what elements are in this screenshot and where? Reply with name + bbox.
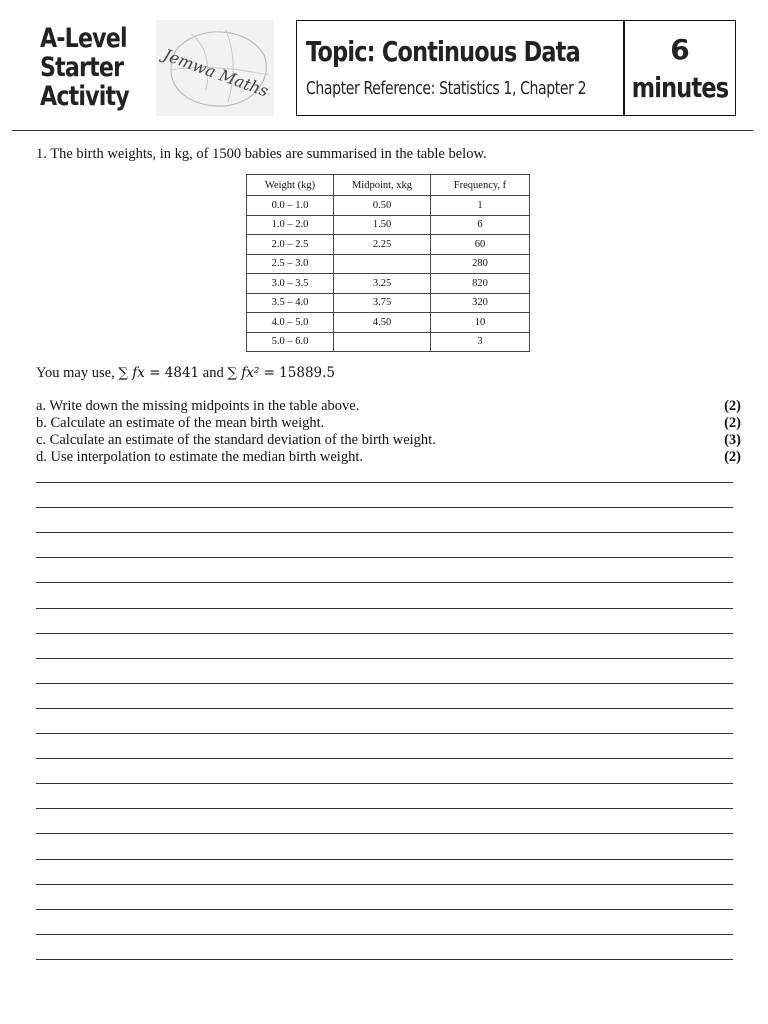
table-row <box>247 332 530 352</box>
answer-line <box>36 633 733 634</box>
frequency-cell: 60 <box>431 235 530 255</box>
topic-header-box <box>296 20 736 116</box>
answer-line <box>36 859 733 860</box>
midpoint-cell: 2.25 <box>334 235 431 255</box>
frequency-cell: 280 <box>431 254 530 274</box>
answer-line <box>36 608 733 609</box>
part-text: a. Write down the missing midpoints in the table above. <box>36 398 360 414</box>
sum-fx-expression: ∑ fx <box>118 365 145 381</box>
starter-line-1: A-Level <box>40 23 127 54</box>
answer-line <box>36 708 733 709</box>
given-sums <box>36 365 335 382</box>
time-unit: minutes <box>631 71 729 104</box>
answer-line <box>36 934 733 935</box>
weight-cell: 0.0 – 1.0 <box>247 196 334 216</box>
jemwa-maths-logo <box>156 20 274 116</box>
weight-cell: 3.5 – 4.0 <box>247 293 334 313</box>
frequency-cell: 320 <box>431 293 530 313</box>
given-sums-prefix: You may use, <box>36 365 119 381</box>
weight-cell: 4.0 – 5.0 <box>247 313 334 333</box>
column-header-weight: Weight (kg) <box>247 175 334 196</box>
given-sums-joiner: and <box>199 365 228 381</box>
table-row <box>247 293 530 313</box>
column-header-frequency: Frequency, f <box>431 175 530 196</box>
midpoint-cell: 3.75 <box>334 293 431 313</box>
midpoint-cell <box>334 254 431 274</box>
question-part-d <box>36 449 741 466</box>
header-rule <box>12 130 753 131</box>
question-part-a <box>36 398 741 415</box>
answer-line <box>36 658 733 659</box>
birth-weight-table <box>246 174 530 352</box>
midpoint-cell: 1.50 <box>334 215 431 235</box>
answer-line <box>36 532 733 533</box>
frequency-cell: 6 <box>431 215 530 235</box>
answer-line <box>36 833 733 834</box>
time-box <box>625 21 735 115</box>
weight-cell: 3.0 – 3.5 <box>247 274 334 294</box>
part-marks: (2) <box>724 449 741 465</box>
answer-line <box>36 783 733 784</box>
sum-fx2-value: = 15889.5 <box>259 365 336 381</box>
answer-line <box>36 909 733 910</box>
table-row <box>247 254 530 274</box>
weight-cell: 2.5 – 3.0 <box>247 254 334 274</box>
table-row <box>247 274 530 294</box>
answer-line <box>36 808 733 809</box>
question-parts <box>36 398 741 466</box>
frequency-cell: 10 <box>431 313 530 333</box>
frequency-cell: 820 <box>431 274 530 294</box>
logo-text: Jemwa Maths <box>160 45 271 101</box>
table-row <box>247 215 530 235</box>
answer-line <box>36 884 733 885</box>
midpoint-cell: 3.25 <box>334 274 431 294</box>
answer-line <box>36 582 733 583</box>
starter-line-3: Activity <box>40 81 129 112</box>
part-marks: (3) <box>724 432 741 448</box>
part-marks: (2) <box>724 415 741 431</box>
question-part-c <box>36 432 741 449</box>
weight-cell: 5.0 – 6.0 <box>247 332 334 352</box>
question-part-b <box>36 415 741 432</box>
answer-line <box>36 507 733 508</box>
answer-line <box>36 733 733 734</box>
starter-activity-label <box>40 23 129 112</box>
frequency-cell: 3 <box>431 332 530 352</box>
answer-line <box>36 959 733 960</box>
midpoint-cell: 4.50 <box>334 313 431 333</box>
time-number: 6 <box>670 33 690 66</box>
part-text: b. Calculate an estimate of the mean birth weight. <box>36 415 325 431</box>
part-text: d. Use interpolation to estimate the median birth weight. <box>36 449 363 465</box>
question-intro: 1. The birth weights, in kg, of 1500 babies are summarised in the table below. <box>36 146 487 162</box>
chapter-reference: Chapter Reference: Statistics 1, Chapter 2 <box>306 78 587 99</box>
table-header-row <box>247 175 530 196</box>
weight-cell: 1.0 – 2.0 <box>247 215 334 235</box>
topic-title: Topic: Continuous Data <box>306 35 580 68</box>
answer-line <box>36 557 733 558</box>
starter-line-2: Starter <box>40 52 124 83</box>
answer-line <box>36 482 733 483</box>
column-header-midpoint: Midpoint, xkg <box>334 175 431 196</box>
sum-fx2-expression: ∑ fx² <box>227 365 260 381</box>
weight-cell: 2.0 – 2.5 <box>247 235 334 255</box>
part-text: c. Calculate an estimate of the standard deviation of the birth weight. <box>36 432 436 448</box>
table-row <box>247 235 530 255</box>
table-row <box>247 313 530 333</box>
part-marks: (2) <box>724 398 741 414</box>
midpoint-cell <box>334 332 431 352</box>
table-row <box>247 196 530 216</box>
frequency-cell: 1 <box>431 196 530 216</box>
midpoint-cell: 0.50 <box>334 196 431 216</box>
answer-line <box>36 683 733 684</box>
sum-fx-value: = 4841 <box>144 365 200 381</box>
answer-line <box>36 758 733 759</box>
